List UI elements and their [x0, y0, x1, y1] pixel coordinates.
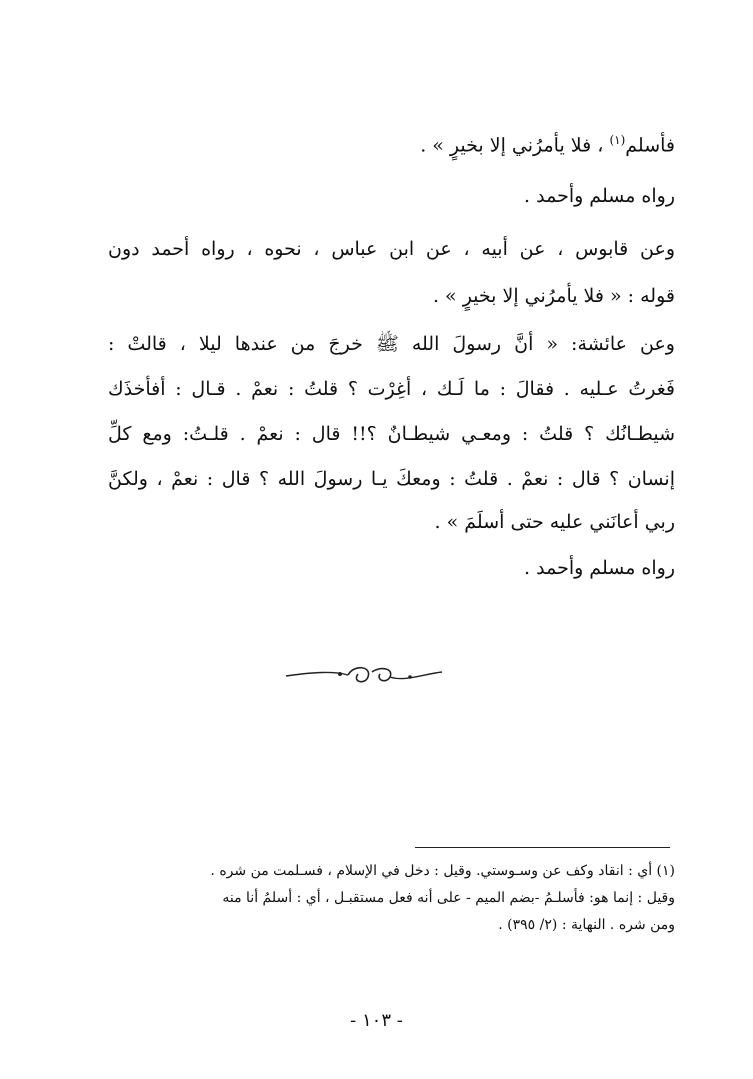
text-line-3: وعن قابوس ، عن أبيه ، عن ابن عباس ، نحوه ، رواه أحمد دون — [108, 238, 675, 260]
page-number: - ١٠٣ - — [350, 1010, 403, 1031]
text-line-6: فَغرتُ عـليه . فقالَ : ما لَـك ، أغِرْت ؟ قلتُ : نعمْ . قـال : أفأخذَك — [108, 378, 675, 400]
citation-1: رواه مسلم وأحمد . — [524, 185, 675, 207]
text-line-1-a: فأسلم — [625, 134, 675, 157]
text-line-1-b: ، فلا يأمرُني إلا بخيرٍ » . — [420, 134, 610, 157]
footnote-reference[interactable]: (١) — [609, 133, 626, 147]
citation-2: رواه مسلم وأحمد . — [524, 557, 675, 579]
footnote-line-3: ومن شره . النهاية : (٢/ ٣٩٥) . — [498, 917, 675, 933]
text-line-1 — [420, 127, 675, 158]
decorative-divider-icon — [284, 660, 444, 688]
footnote-line-2: وقيل : إنما هو: فأسلـمُ -بضم الميم - على أنه فعل مستقبـل ، أي : أسلمُ أنا منه — [222, 890, 675, 906]
text-line-7: شيطـانُك ؟ قلتُ : ومعـي شيطـانٌ ؟!! قال : نعمْ . قلـتُ: ومع كلِّ — [108, 423, 675, 445]
footnote-line-1: (١) أي : انقاد وكف عن وسـوستي. وقيل : دخل في الإسلام ، فسـلمت من شره . — [210, 863, 675, 879]
text-line-5: وعن عائشة: « أنَّ رسولَ الله ﷺ خرجَ من عندها ليلا ، قالتْ : — [108, 333, 675, 355]
text-line-4: قوله : « فلا يأمرُني إلا بخيرٍ » . — [432, 285, 675, 307]
text-line-9: ربي أعانَني عليه حتى أسلَمَ » . — [434, 511, 675, 533]
text-line-8: إنسان ؟ قال : نعمْ . قلتُ : ومعكَ يـا رسولَ الله ؟ قال : نعمْ ، ولكنَّ — [108, 468, 675, 490]
footnote-separator — [415, 847, 670, 848]
